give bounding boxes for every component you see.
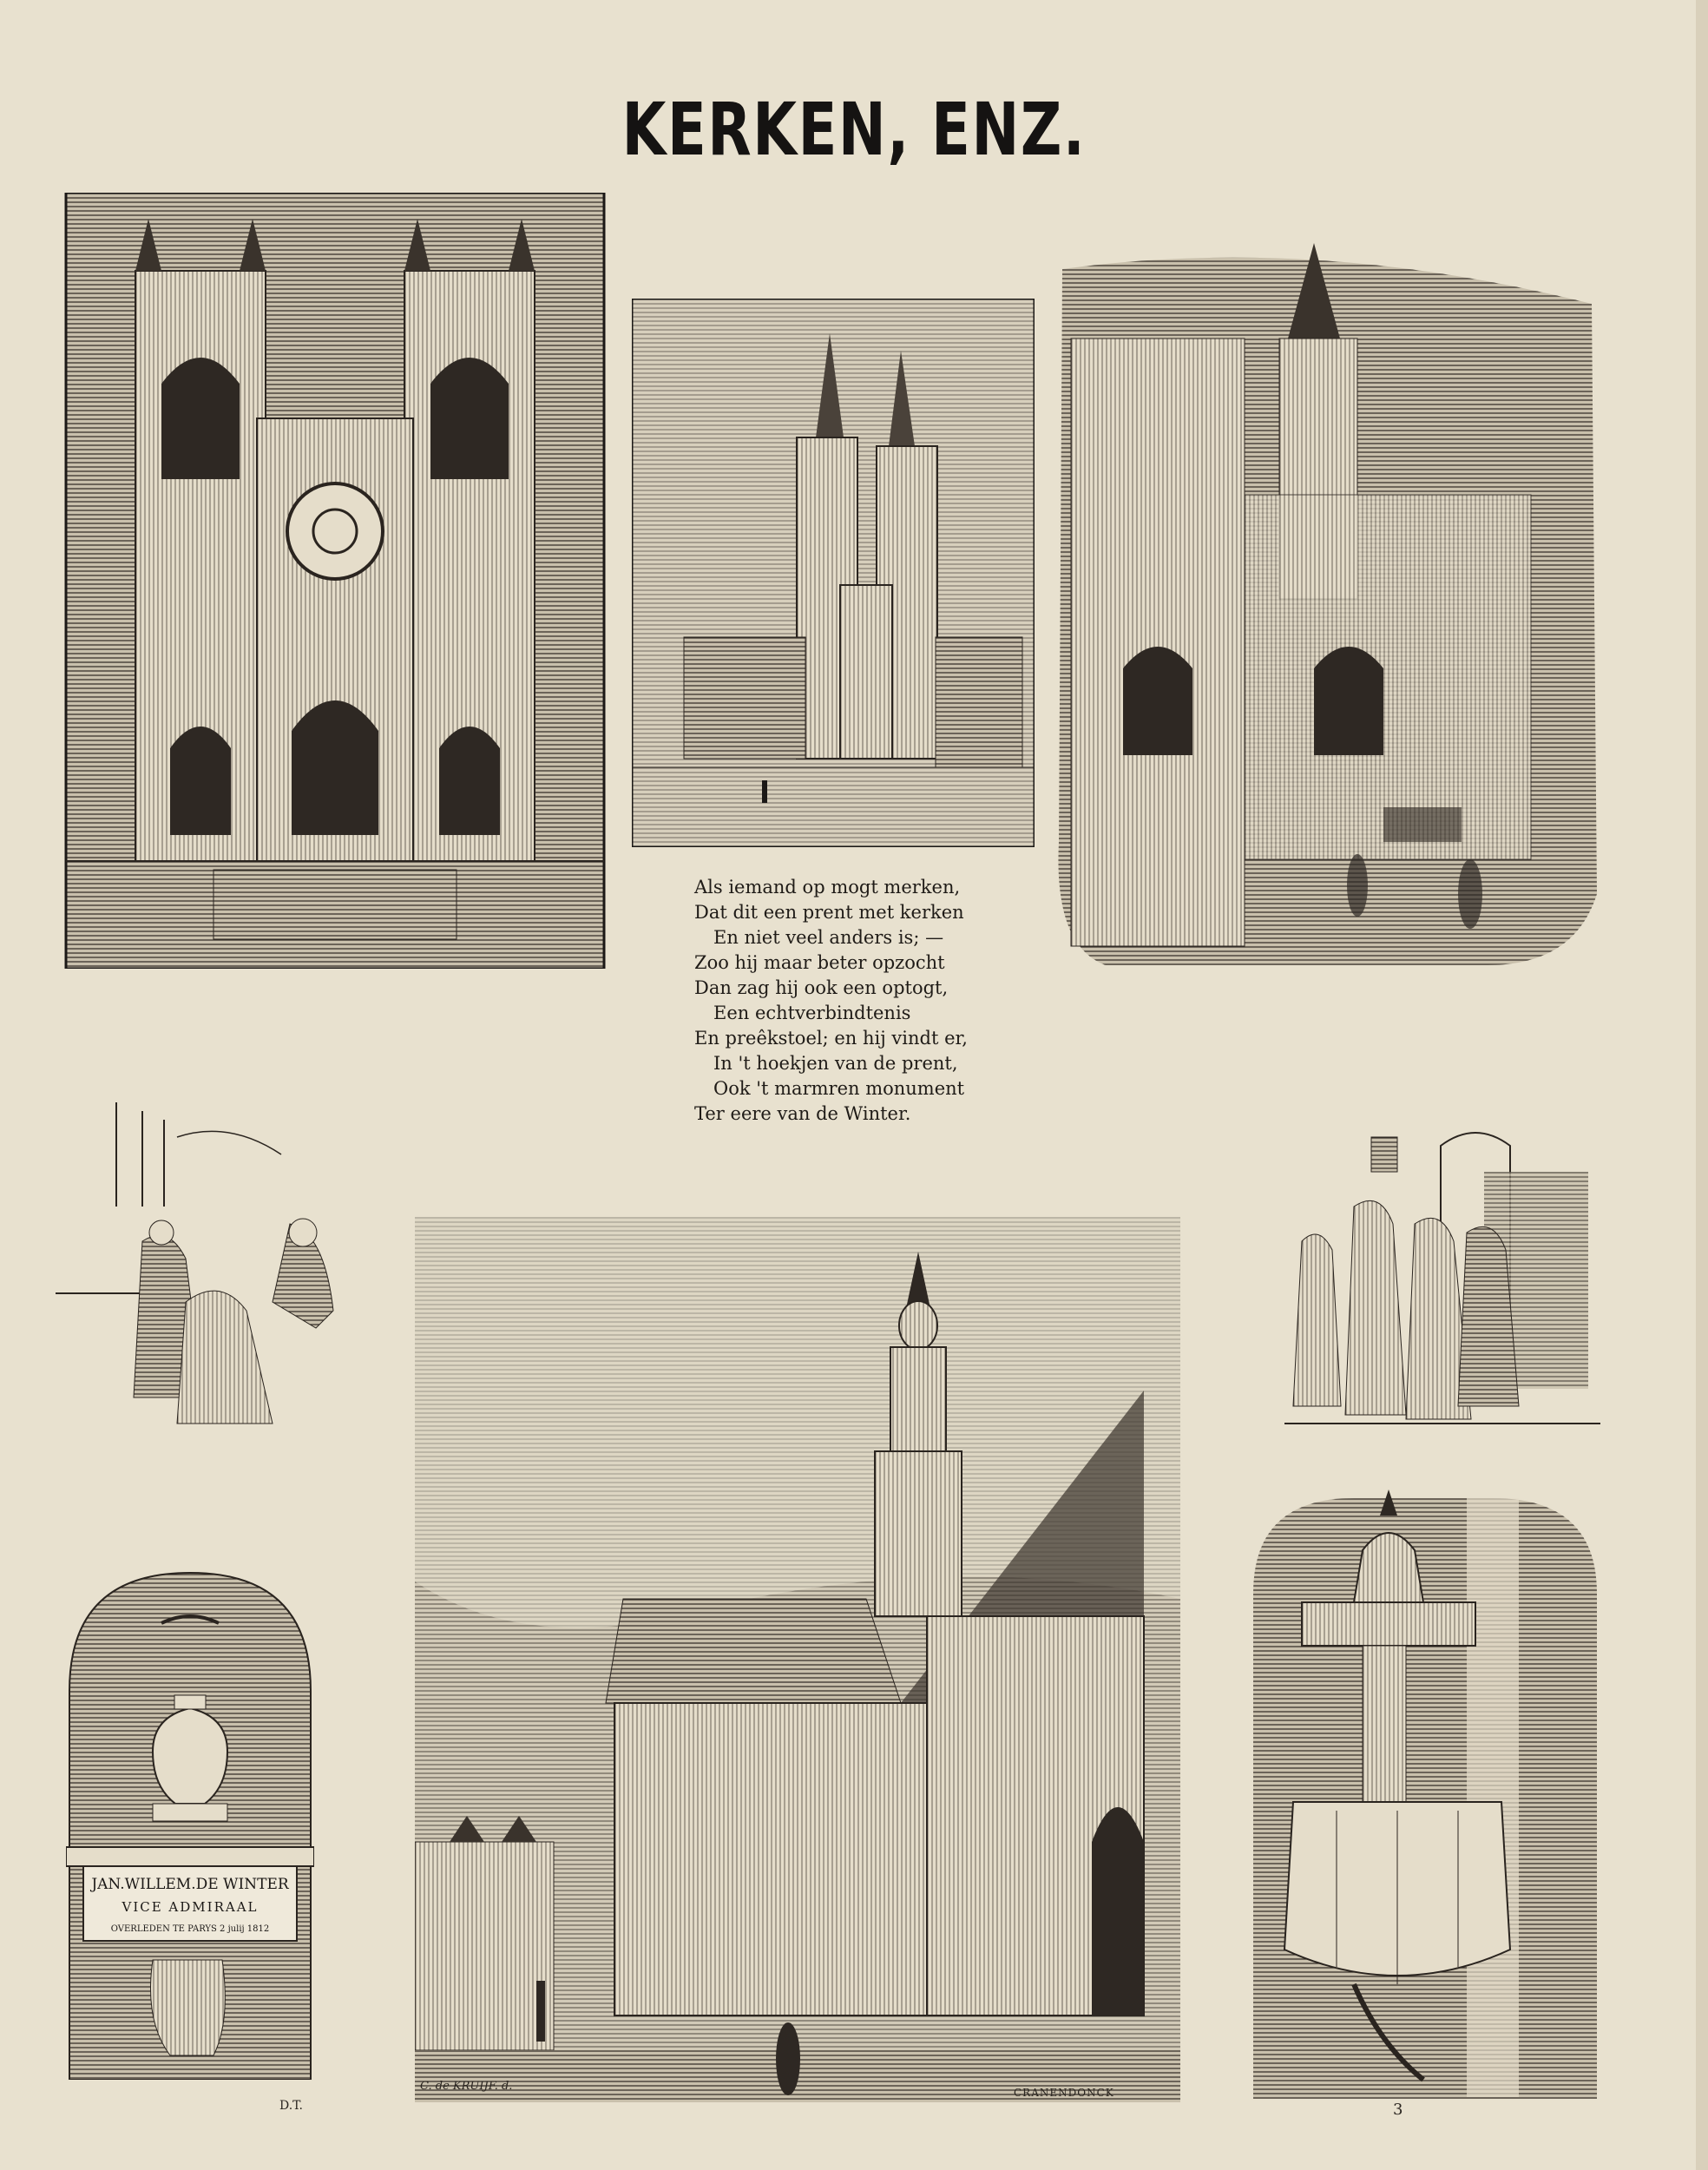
poem bbox=[694, 875, 1007, 1127]
monument-name: JAN.WILLEM.DE WINTER bbox=[91, 1876, 289, 1893]
poem-line: Als iemand op mogt merken, bbox=[694, 877, 961, 898]
de-winter-monument-engraving bbox=[66, 1569, 314, 2080]
grote-kerk-engraving bbox=[415, 1217, 1180, 2102]
poem-line: Ter eere van de Winter. bbox=[694, 1103, 911, 1124]
procession-vignette bbox=[1284, 1120, 1600, 1432]
poem-line: Een echtverbindtenis bbox=[713, 1003, 911, 1023]
monument-initials: D.T. bbox=[279, 2099, 303, 2113]
poem-line: Ook 't marmren monument bbox=[713, 1078, 965, 1099]
poem-line: In 't hoekjen van de prent, bbox=[713, 1053, 958, 1074]
poem-line: En niet veel anders is; — bbox=[713, 927, 944, 948]
monument-date: OVERLEDEN TE PARYS 2 julij 1812 bbox=[110, 1924, 270, 1934]
pulpit-engraving bbox=[1250, 1481, 1600, 2099]
artist-signature: C. de KRUIJF. d. bbox=[420, 2080, 513, 2093]
cathedral-facade-engraving bbox=[57, 193, 609, 969]
page-title: KERKEN, ENZ. bbox=[621, 87, 1087, 172]
street-church-engraving bbox=[1054, 234, 1604, 965]
engraver-signature: CRANENDONCK bbox=[1014, 2087, 1114, 2099]
poem-line: Zoo hij maar beter opzocht bbox=[694, 952, 945, 973]
poem-line: En preêkstoel; en hij vindt er, bbox=[694, 1028, 968, 1049]
monument-rank: VICE ADMIRAAL bbox=[122, 1899, 259, 1915]
twin-spire-church-engraving bbox=[632, 299, 1035, 847]
poem-line: Dan zag hij ook een optogt, bbox=[694, 977, 949, 998]
poem-line: Dat dit een prent met kerken bbox=[694, 902, 964, 923]
page-number: 3 bbox=[1393, 2101, 1403, 2119]
wedding-ceremony-vignette bbox=[56, 1102, 351, 1432]
